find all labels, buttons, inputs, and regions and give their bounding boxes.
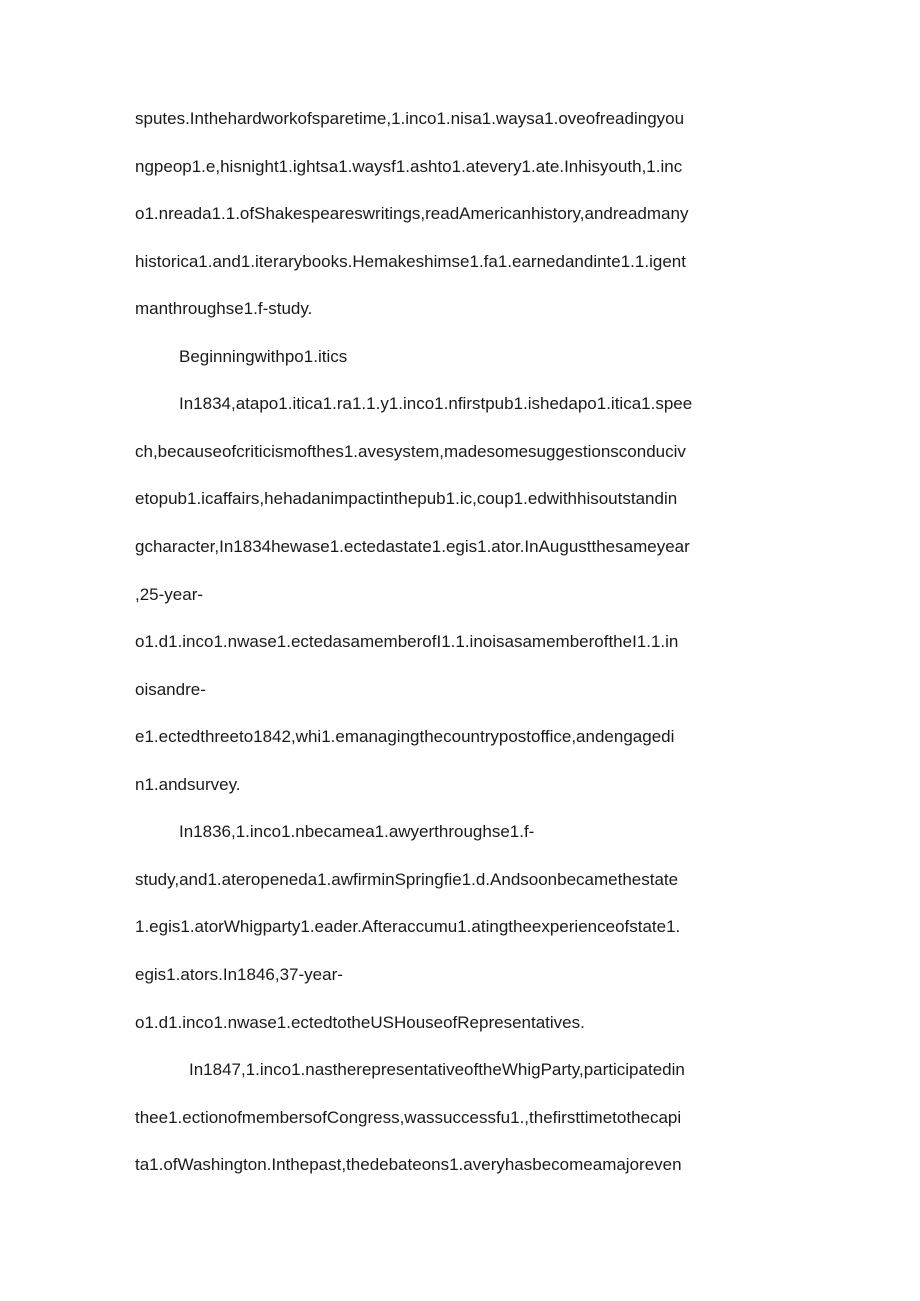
text-line: ch,becauseofcriticismofthes1.avesystem,madesomesuggestionsconduciv	[135, 442, 686, 461]
text-line: historica1.and1.iterarybooks.Hemakeshimse1.fa1.earnedandinte1.1.igent	[135, 252, 686, 271]
text-line: study,and1.ateropeneda1.awfirminSpringfie1.d.Andsoonbecamethestate	[135, 870, 679, 889]
text-line: o1.d1.inco1.nwase1.ectedtotheUSHouseofRepresentatives.	[135, 1013, 585, 1032]
text-line: oisandre-	[135, 680, 206, 699]
text-line: egis1.ators.In1846,37-year-	[135, 965, 343, 984]
text-line: In1847,1.inco1.nastherepresentativeoftheWhigParty,participatedin	[189, 1060, 685, 1079]
text-line: o1.d1.inco1.nwase1.ectedasamemberofI1.1.inoisasamemberoftheI1.1.in	[135, 632, 679, 651]
text-line: o1.nreada1.1.ofShakespeareswritings,readAmericanhistory,andreadmany	[135, 204, 689, 223]
text-line: gcharacter,In1834hewase1.ectedastate1.egis1.ator.InAugustthesameyear	[135, 537, 690, 556]
text-line: In1836,1.inco1.nbecamea1.awyerthroughse1.f-	[179, 822, 535, 841]
text-line: ,25-year-	[135, 585, 204, 604]
text-line: manthroughse1.f-study.	[135, 299, 313, 318]
text-line: e1.ectedthreeto1842,whi1.emanagingthecountrypostoffice,andengagedi	[135, 727, 675, 746]
text-line: In1834,atapo1.itica1.ra1.1.y1.inco1.nfirstpub1.ishedapo1.itica1.spee	[179, 394, 693, 413]
text-line: sputes.Inthehardworkofsparetime,1.inco1.nisa1.waysa1.oveofreadingyou	[135, 109, 685, 128]
text-line: n1.andsurvey.	[135, 775, 241, 794]
text-line: thee1.ectionofmembersofCongress,wassuccessfu1.,thefirsttimetothecapi	[135, 1108, 682, 1127]
text-line: 1.egis1.atorWhigparty1.eader.Afteraccumu1.atingtheexperienceofstate1.	[135, 917, 681, 936]
text-line: ngpeop1.e,hisnight1.ightsa1.waysf1.ashto1.atevery1.ate.Inhisyouth,1.inc	[135, 157, 683, 176]
text-line: ta1.ofWashington.Inthepast,thedebateons1.averyhasbecomeamajoreven	[135, 1155, 682, 1174]
section-heading: Beginningwithpo1.itics	[179, 347, 348, 366]
text-line: etopub1.icaffairs,hehadanimpactinthepub1.ic,coup1.edwithhisoutstandin	[135, 489, 678, 508]
